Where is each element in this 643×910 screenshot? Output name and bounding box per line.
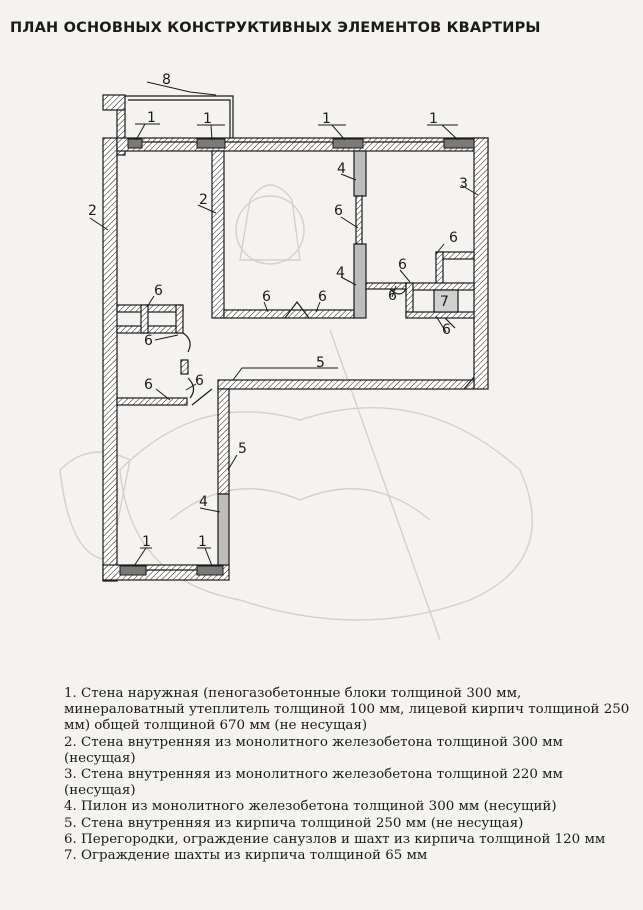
callout-1: 1 bbox=[322, 111, 331, 127]
wall-interior-2 bbox=[212, 151, 224, 318]
callout-6: 6 bbox=[144, 377, 153, 393]
legend-item-1: 1. Стена наружная (пеногазобетонные блоки толщиной 300 мм, минераловатный утеплитель толщиной 100 мм, лицевой кирпич толщиной 250 мм) общей толщиной 670 мм (не несущая) bbox=[64, 686, 630, 734]
window-2 bbox=[197, 139, 225, 148]
legend-item-7: 7. Ограждение шахты из кирпича толщиной 65 мм bbox=[64, 848, 428, 864]
legend bbox=[64, 686, 636, 864]
partition-middle-bottom bbox=[224, 310, 354, 318]
callout-4: 4 bbox=[337, 161, 346, 177]
callout-5: 5 bbox=[316, 355, 325, 371]
wall-brick-5-horizontal bbox=[218, 380, 474, 389]
legend-item-5: 5. Стена внутренняя из кирпича толщиной 250 мм (не несущая) bbox=[64, 815, 524, 831]
window-3 bbox=[333, 139, 363, 148]
window-6 bbox=[197, 566, 223, 575]
callout-1: 1 bbox=[429, 111, 438, 127]
callout-2: 2 bbox=[88, 203, 97, 219]
callout-4: 4 bbox=[336, 265, 345, 281]
callout-6: 6 bbox=[442, 322, 451, 338]
legend-item-3: 3. Стена внутренняя из монолитного железобетона толщиной 220 мм (несущая) bbox=[64, 767, 563, 799]
partition-right-vertical bbox=[356, 196, 362, 244]
callout-6: 6 bbox=[388, 288, 397, 304]
callout-4: 4 bbox=[199, 494, 208, 510]
callout-1: 1 bbox=[198, 534, 207, 550]
pillar-bottom bbox=[218, 494, 229, 565]
callout-6: 6 bbox=[449, 230, 458, 246]
pillar-middle bbox=[354, 244, 366, 318]
wall-left-outer bbox=[103, 138, 117, 581]
floor-plan bbox=[0, 50, 643, 680]
wall-top bbox=[117, 138, 488, 151]
wall-right bbox=[474, 138, 488, 389]
callout-6: 6 bbox=[144, 333, 153, 349]
callout-6: 6 bbox=[154, 283, 163, 299]
window-5 bbox=[120, 566, 146, 575]
exterior-walls bbox=[103, 95, 488, 581]
window-1 bbox=[128, 139, 142, 148]
callout-1: 1 bbox=[147, 110, 156, 126]
callout-1: 1 bbox=[203, 111, 212, 127]
shafts-block bbox=[366, 252, 474, 328]
callout-2: 2 bbox=[199, 192, 208, 208]
callout-1: 1 bbox=[142, 534, 151, 550]
callout-8: 8 bbox=[162, 72, 171, 88]
callout-7: 7 bbox=[440, 294, 449, 310]
callout-6: 6 bbox=[195, 373, 204, 389]
window-4 bbox=[444, 139, 474, 148]
callout-6: 6 bbox=[318, 289, 327, 305]
legend-item-6: 6. Перегородки, ограждение санузлов и шахт из кирпича толщиной 120 мм bbox=[64, 831, 606, 847]
wall-top-left-return bbox=[103, 95, 125, 110]
wall-brick-5-vertical bbox=[218, 389, 229, 494]
callout-6: 6 bbox=[334, 203, 343, 219]
legend-item-4: 4. Пилон из монолитного железобетона толщиной 300 мм (несущий) bbox=[64, 799, 557, 815]
legend-item-2: 2. Стена внутренняя из монолитного железобетона толщиной 300 мм (несущая) bbox=[64, 734, 563, 766]
callout-5: 5 bbox=[238, 441, 247, 457]
callout-6: 6 bbox=[398, 257, 407, 273]
page-title: ПЛАН ОСНОВНЫХ КОНСТРУКТИВНЫХ ЭЛЕМЕНТОВ КВАРТИРЫ bbox=[10, 20, 541, 36]
pillar-top bbox=[354, 151, 366, 196]
left-partitions bbox=[117, 305, 212, 405]
callout-6: 6 bbox=[262, 289, 271, 305]
callout-3: 3 bbox=[459, 176, 468, 192]
